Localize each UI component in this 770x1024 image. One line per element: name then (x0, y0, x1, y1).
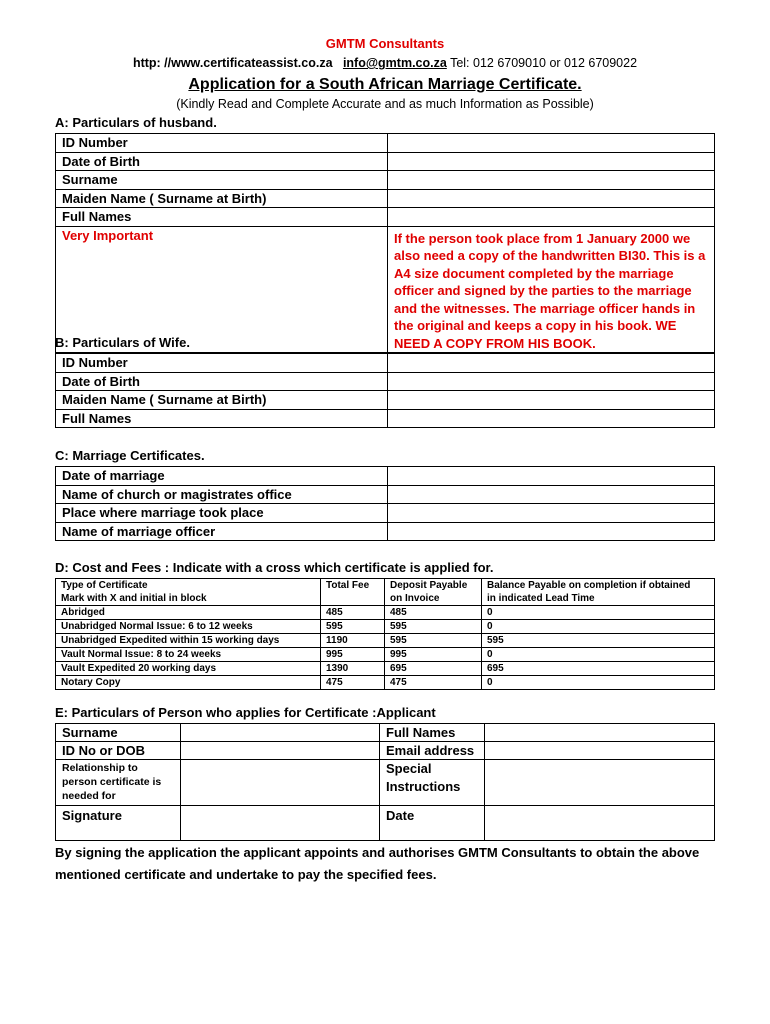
church-office-field[interactable] (388, 485, 715, 504)
table-row (56, 189, 715, 208)
table-row[interactable] (56, 620, 715, 634)
field-label: Full Names (56, 208, 388, 227)
table-row[interactable] (56, 606, 715, 620)
field-label: Surname (56, 171, 388, 190)
table-row (56, 806, 715, 841)
certificate-type: Vault Normal Issue: 8 to 24 weeks (56, 648, 321, 662)
section-e-heading: E: Particulars of Person who applies for Certificate :Applicant (55, 705, 436, 720)
surname-label: Surname (56, 724, 181, 742)
deposit: 595 (385, 634, 482, 648)
table-row[interactable] (56, 634, 715, 648)
table-row[interactable] (56, 662, 715, 676)
deposit: 485 (385, 606, 482, 620)
table-row (56, 467, 715, 486)
header-text: Deposit Payable (390, 580, 468, 591)
table-row (56, 226, 715, 353)
special-instructions-label: Special Instructions (380, 760, 485, 806)
header-text: on Invoice (390, 593, 440, 604)
applicant-email-field[interactable] (485, 742, 715, 760)
field-label: Name of marriage officer (56, 522, 388, 541)
section-d-heading: D: Cost and Fees : Indicate with a cross which certificate is applied for. (55, 560, 494, 575)
husband-surname-field[interactable] (388, 171, 715, 190)
fees-header-deposit (385, 579, 482, 606)
total-fee: 1190 (321, 634, 385, 648)
table-row (56, 372, 715, 391)
certificate-type: Abridged (56, 606, 321, 620)
date-field[interactable] (485, 806, 715, 841)
full-names-label: Full Names (380, 724, 485, 742)
section-c-heading: C: Marriage Certificates. (55, 448, 205, 463)
field-label: ID Number (56, 354, 388, 373)
deposit: 695 (385, 662, 482, 676)
date-of-marriage-field[interactable] (388, 467, 715, 486)
fees-header-row (56, 579, 715, 606)
very-important-label: Very Important (56, 226, 388, 353)
balance: 695 (482, 662, 715, 676)
table-row[interactable] (56, 648, 715, 662)
fees-header-total: Total Fee (321, 579, 385, 606)
applicant-surname-field[interactable] (181, 724, 380, 742)
wife-full-names-field[interactable] (388, 409, 715, 428)
special-instructions-field[interactable] (485, 760, 715, 806)
husband-full-names-field[interactable] (388, 208, 715, 227)
deposit: 595 (385, 620, 482, 634)
deposit: 995 (385, 648, 482, 662)
certificate-type: Vault Expedited 20 working days (56, 662, 321, 676)
wife-id-number-field[interactable] (388, 354, 715, 373)
fees-table (55, 578, 715, 690)
table-row (56, 485, 715, 504)
marriage-place-field[interactable] (388, 504, 715, 523)
field-label: ID Number (56, 134, 388, 153)
important-note: If the person took place from 1 January 2000 we also need a copy of the handwritten BI30. This is a A4 size document completed by the marriage officer and signed by the parties to the marriage and the witnesses. The marriage officer hands in the original and keeps a copy in his book. WE NEED A COPY FROM HIS BOOK. (388, 226, 715, 353)
total-fee: 1390 (321, 662, 385, 676)
field-label: Place where marriage took place (56, 504, 388, 523)
table-row (56, 134, 715, 153)
company-name: GMTM Consultants (325, 36, 445, 51)
balance: 0 (482, 606, 715, 620)
total-fee: 595 (321, 620, 385, 634)
husband-table (55, 133, 715, 353)
header-text: in indicated Lead Time (487, 593, 595, 604)
husband-maiden-name-field[interactable] (388, 189, 715, 208)
balance: 0 (482, 620, 715, 634)
husband-id-number-field[interactable] (388, 134, 715, 153)
telephone-text: Tel: 012 6709010 or 012 6709022 (450, 56, 638, 70)
wife-table (55, 353, 715, 428)
applicant-full-names-field[interactable] (485, 724, 715, 742)
website-text: http: //www.certificateassist.co.za (132, 56, 333, 70)
deposit: 475 (385, 676, 482, 690)
applicant-table (55, 723, 715, 841)
closing-statement: By signing the application the applicant appoints and authorises GMTM Consultants to obtain the above mentioned certificate and undertake to pay the specified fees. (55, 845, 700, 882)
form-subtitle: (Kindly Read and Complete Accurate and as much Information as Possible) (176, 97, 594, 111)
certificate-type: Notary Copy (56, 676, 321, 690)
email-link[interactable]: info@gmtm.co.za (342, 56, 447, 70)
signature-label: Signature (56, 806, 181, 841)
contact-line (0, 56, 770, 70)
field-label: Date of Birth (56, 152, 388, 171)
table-row (56, 391, 715, 410)
field-label: Maiden Name ( Surname at Birth) (56, 391, 388, 410)
section-a-heading: A: Particulars of husband. (55, 115, 217, 130)
marriage-officer-field[interactable] (388, 522, 715, 541)
date-label: Date (380, 806, 485, 841)
total-fee: 475 (321, 676, 385, 690)
id-dob-label: ID No or DOB (56, 742, 181, 760)
table-row (56, 208, 715, 227)
field-label: Name of church or magistrates office (56, 485, 388, 504)
field-label: Full Names (56, 409, 388, 428)
section-b-heading: B: Particulars of Wife. (55, 335, 190, 350)
table-row (56, 354, 715, 373)
applicant-relationship-field[interactable] (181, 760, 380, 806)
table-row (56, 504, 715, 523)
total-fee: 995 (321, 648, 385, 662)
balance: 0 (482, 676, 715, 690)
header-text: Balance Payable on completion if obtained (487, 580, 691, 591)
email-address-label: Email address (380, 742, 485, 760)
table-row (56, 760, 715, 806)
field-label: Maiden Name ( Surname at Birth) (56, 189, 388, 208)
certificate-type: Unabridged Expedited within 15 working days (56, 634, 321, 648)
relationship-label: Relationship to person certificate is needed for (56, 760, 181, 806)
table-row (56, 409, 715, 428)
fees-header-balance (482, 579, 715, 606)
total-fee: 485 (321, 606, 385, 620)
table-row (56, 171, 715, 190)
header-text: Type of Certificate (61, 580, 148, 591)
table-row (56, 522, 715, 541)
header-text: Mark with X and initial in block (61, 593, 207, 604)
table-row (56, 724, 715, 742)
fees-header-type (56, 579, 321, 606)
field-label: Date of marriage (56, 467, 388, 486)
balance: 595 (482, 634, 715, 648)
balance: 0 (482, 648, 715, 662)
wife-date-of-birth-field[interactable] (388, 372, 715, 391)
signature-field[interactable] (181, 806, 380, 841)
marriage-table (55, 466, 715, 541)
field-label: Date of Birth (56, 372, 388, 391)
wife-maiden-name-field[interactable] (388, 391, 715, 410)
husband-date-of-birth-field[interactable] (388, 152, 715, 171)
applicant-id-field[interactable] (181, 742, 380, 760)
certificate-type: Unabridged Normal Issue: 6 to 12 weeks (56, 620, 321, 634)
table-row (56, 152, 715, 171)
table-row[interactable] (56, 676, 715, 690)
form-title: Application for a South African Marriage Certificate. (188, 76, 582, 93)
table-row (56, 742, 715, 760)
